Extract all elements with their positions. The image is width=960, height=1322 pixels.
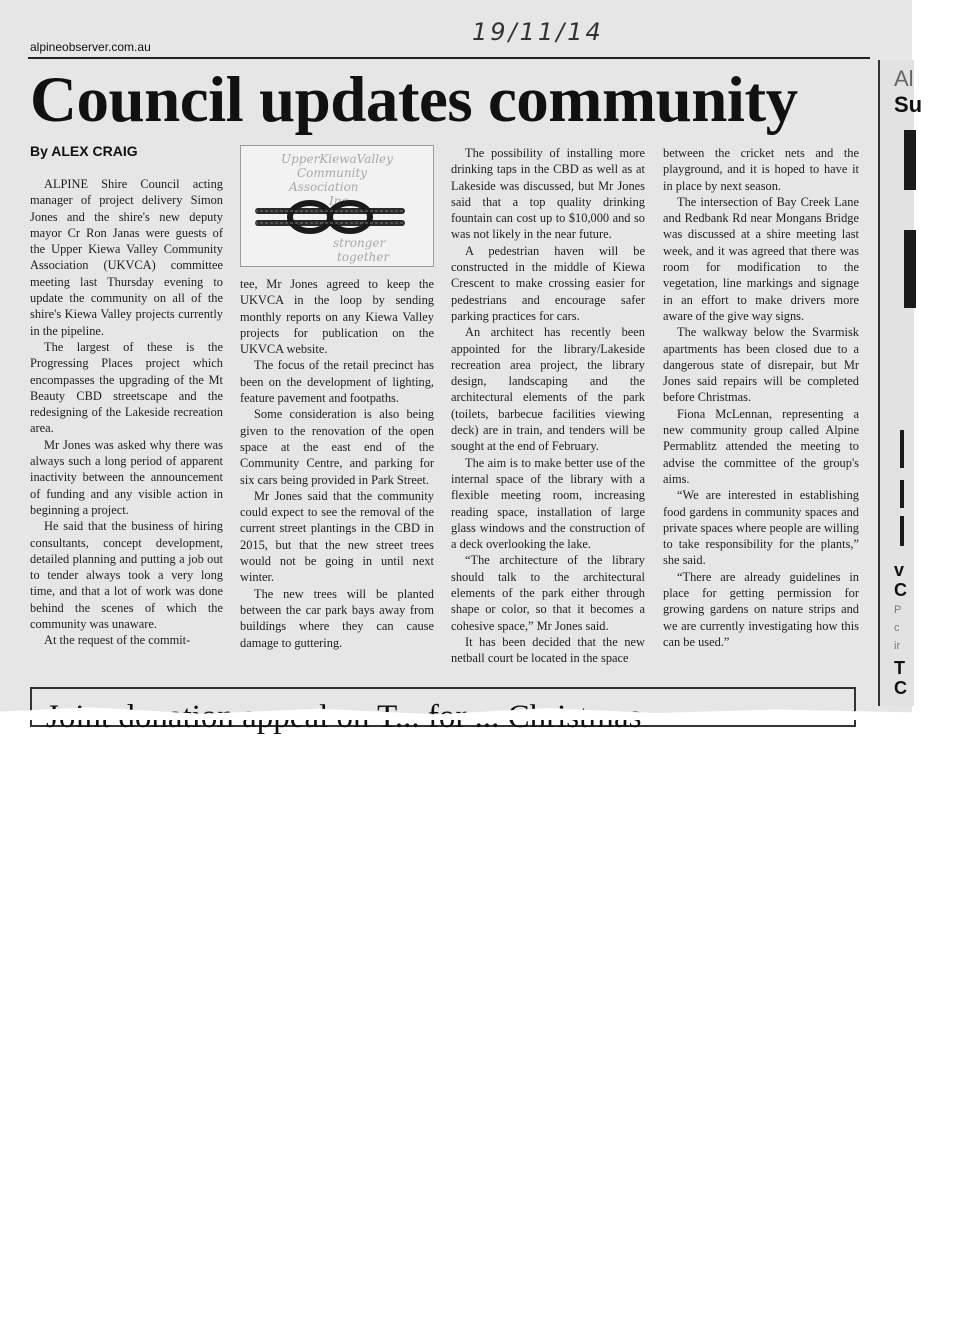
adjacent-image-fragment (904, 130, 916, 190)
adjacent-image-fragment (904, 230, 916, 308)
article-column-4 (663, 145, 859, 650)
article-column-1 (30, 176, 223, 649)
logo-text-line: Community (297, 166, 368, 180)
paragraph: He said that the business of hiring consultants, concept development, detailed planning and putting a job out to tender always took a very long time, and that a lot of work was done behind the scenes of which the community was unaware. (30, 519, 223, 632)
paragraph: An architect has recently been appointed for the library/Lakeside recreation area project, the library design, landscaping and the architectural elements of the park (toilets, barbecue facilities viewing deck) are in train, and tenders will be sought at the end of February. (451, 325, 645, 454)
paragraph: Fiona McLennan, representing a new community group called Alpine Permablitz attended the meeting to advise the committee of the group's aims. (663, 406, 859, 486)
adjacent-text-fragment (900, 430, 904, 468)
adjacent-text-fragment (900, 480, 904, 508)
paragraph: between the cricket nets and the playground, and it is hoped to have it in place by next season. (663, 146, 859, 193)
header-rule (28, 57, 870, 59)
adjacent-heading-fragment: C (894, 580, 907, 600)
logo-tagline: together (337, 250, 390, 264)
paragraph: The new trees will be planted between the car park bays away from buildings where they can cause damage to guttering. (240, 586, 434, 650)
article-column-2 (240, 276, 434, 651)
adjacent-heading-fragment: v (894, 560, 905, 580)
adjacent-text-fragment: P (894, 604, 902, 616)
rope-knot-icon (255, 200, 405, 234)
paragraph: The largest of these is the Progressing Places project which encompasses the upgrading of the Mt Beauty CBD streetscape and the redesigning of the Lakeside recreation area. (30, 339, 223, 436)
adjacent-title-fragment: Al (894, 66, 914, 91)
adjacent-title-fragment: Su (894, 92, 923, 117)
next-article-box (30, 687, 856, 727)
logo-text-line: Association (289, 180, 359, 194)
paragraph: The walkway below the Svarmisk apartments has been closed due to a dangerous state of disrepair, but Mr Jones said repairs will be completed before Christmas. (663, 325, 859, 405)
paragraph: The possibility of installing more drinking taps in the CBD as well as at Lakeside was discussed, but Mr Jones said that a top quality drinking fountain can cost up to $10,000 and so was not likely in the near future. (451, 146, 645, 242)
adjacent-heading-fragment: C (894, 678, 907, 698)
paragraph: Mr Jones said that the community could expect to see the removal of the current street plantings in the CBD in 2015, but that the new street trees would not be going in until next winter. (240, 488, 434, 585)
ukvca-logo (240, 145, 434, 267)
article-headline: Council updates community (30, 64, 798, 136)
logo-text-line: Inc (329, 194, 349, 208)
paragraph: At the request of the commit- (44, 633, 191, 648)
article-column-3 (451, 145, 645, 667)
adjacent-article-fragment (878, 60, 923, 706)
paragraph: tee, Mr Jones agreed to keep the UKVCA in the loop by sending monthly reports on any Kiewa Valley projects for publication on the UKVCA website. (240, 277, 434, 357)
handwritten-date: 19/11/14 (472, 18, 604, 46)
paragraph: Some consideration is also being given to the renovation of the open space at the east end of the Community Centre, and parking for six cars being provided in Park Street. (240, 407, 434, 487)
paragraph: “We are interested in establishing food gardens in community spaces and private spaces where people are willing to take responsibility for the plants,” she said. (663, 488, 859, 568)
paragraph: “There are already guidelines in place for getting permission for growing gardens on nature strips and we are currently investigating how this can be used.” (663, 569, 859, 649)
site-url: alpineobserver.com.au (30, 40, 151, 54)
paragraph: A pedestrian haven will be constructed in the middle of Kiewa Crescent to make crossing easier for pedestrians and encourage safer parking practices for cars. (451, 243, 645, 323)
adjacent-text-fragment: c (894, 622, 900, 634)
paragraph: Mr Jones was asked why there was always such a long period of apparent inactivity between the announcement of funding and any visible action in beginning a project. (30, 437, 223, 517)
paragraph: The intersection of Bay Creek Lane and Redbank Rd near Mongans Bridge was discussed at a shire meeting last week, and it was agreed that there was room for modification to the vegetation, line markings and signage in an effort to make drivers more aware of the give way signs. (663, 194, 859, 323)
logo-text-line: UpperKiewaValley (281, 152, 393, 166)
adjacent-heading-fragment: T (894, 658, 905, 678)
logo-tagline: stronger (333, 236, 386, 250)
adjacent-text-fragment: ir (894, 640, 901, 652)
paragraph: “The architecture of the library should talk to the architectural elements of the park either through shape or color, so that it becomes a cohesive space,” Mr Jones said. (451, 553, 645, 633)
paragraph: It has been decided that the new netball court be located in the space (451, 634, 645, 666)
adjacent-text-fragment (900, 516, 904, 546)
paragraph: The focus of the retail precinct has been on the development of lighting, feature pavement and footpaths. (240, 358, 434, 406)
paragraph: ALPINE Shire Council acting manager of project delivery Simon Jones and the shire's new deputy mayor Cr Ron Janas were guests of the Upper Kiewa Valley Community Association (UKVCA) committee meeting last Thursday evening to update the community on all of the shire's Kiewa Valley projects currently in the pipeline. (30, 177, 223, 338)
byline: By ALEX CRAIG (30, 143, 138, 159)
paragraph: The aim is to make better use of the internal space of the library with a flexible meeting room, increasing reading space, installation of large glass windows and the construction of a deck overlooking the lake. (451, 455, 645, 552)
